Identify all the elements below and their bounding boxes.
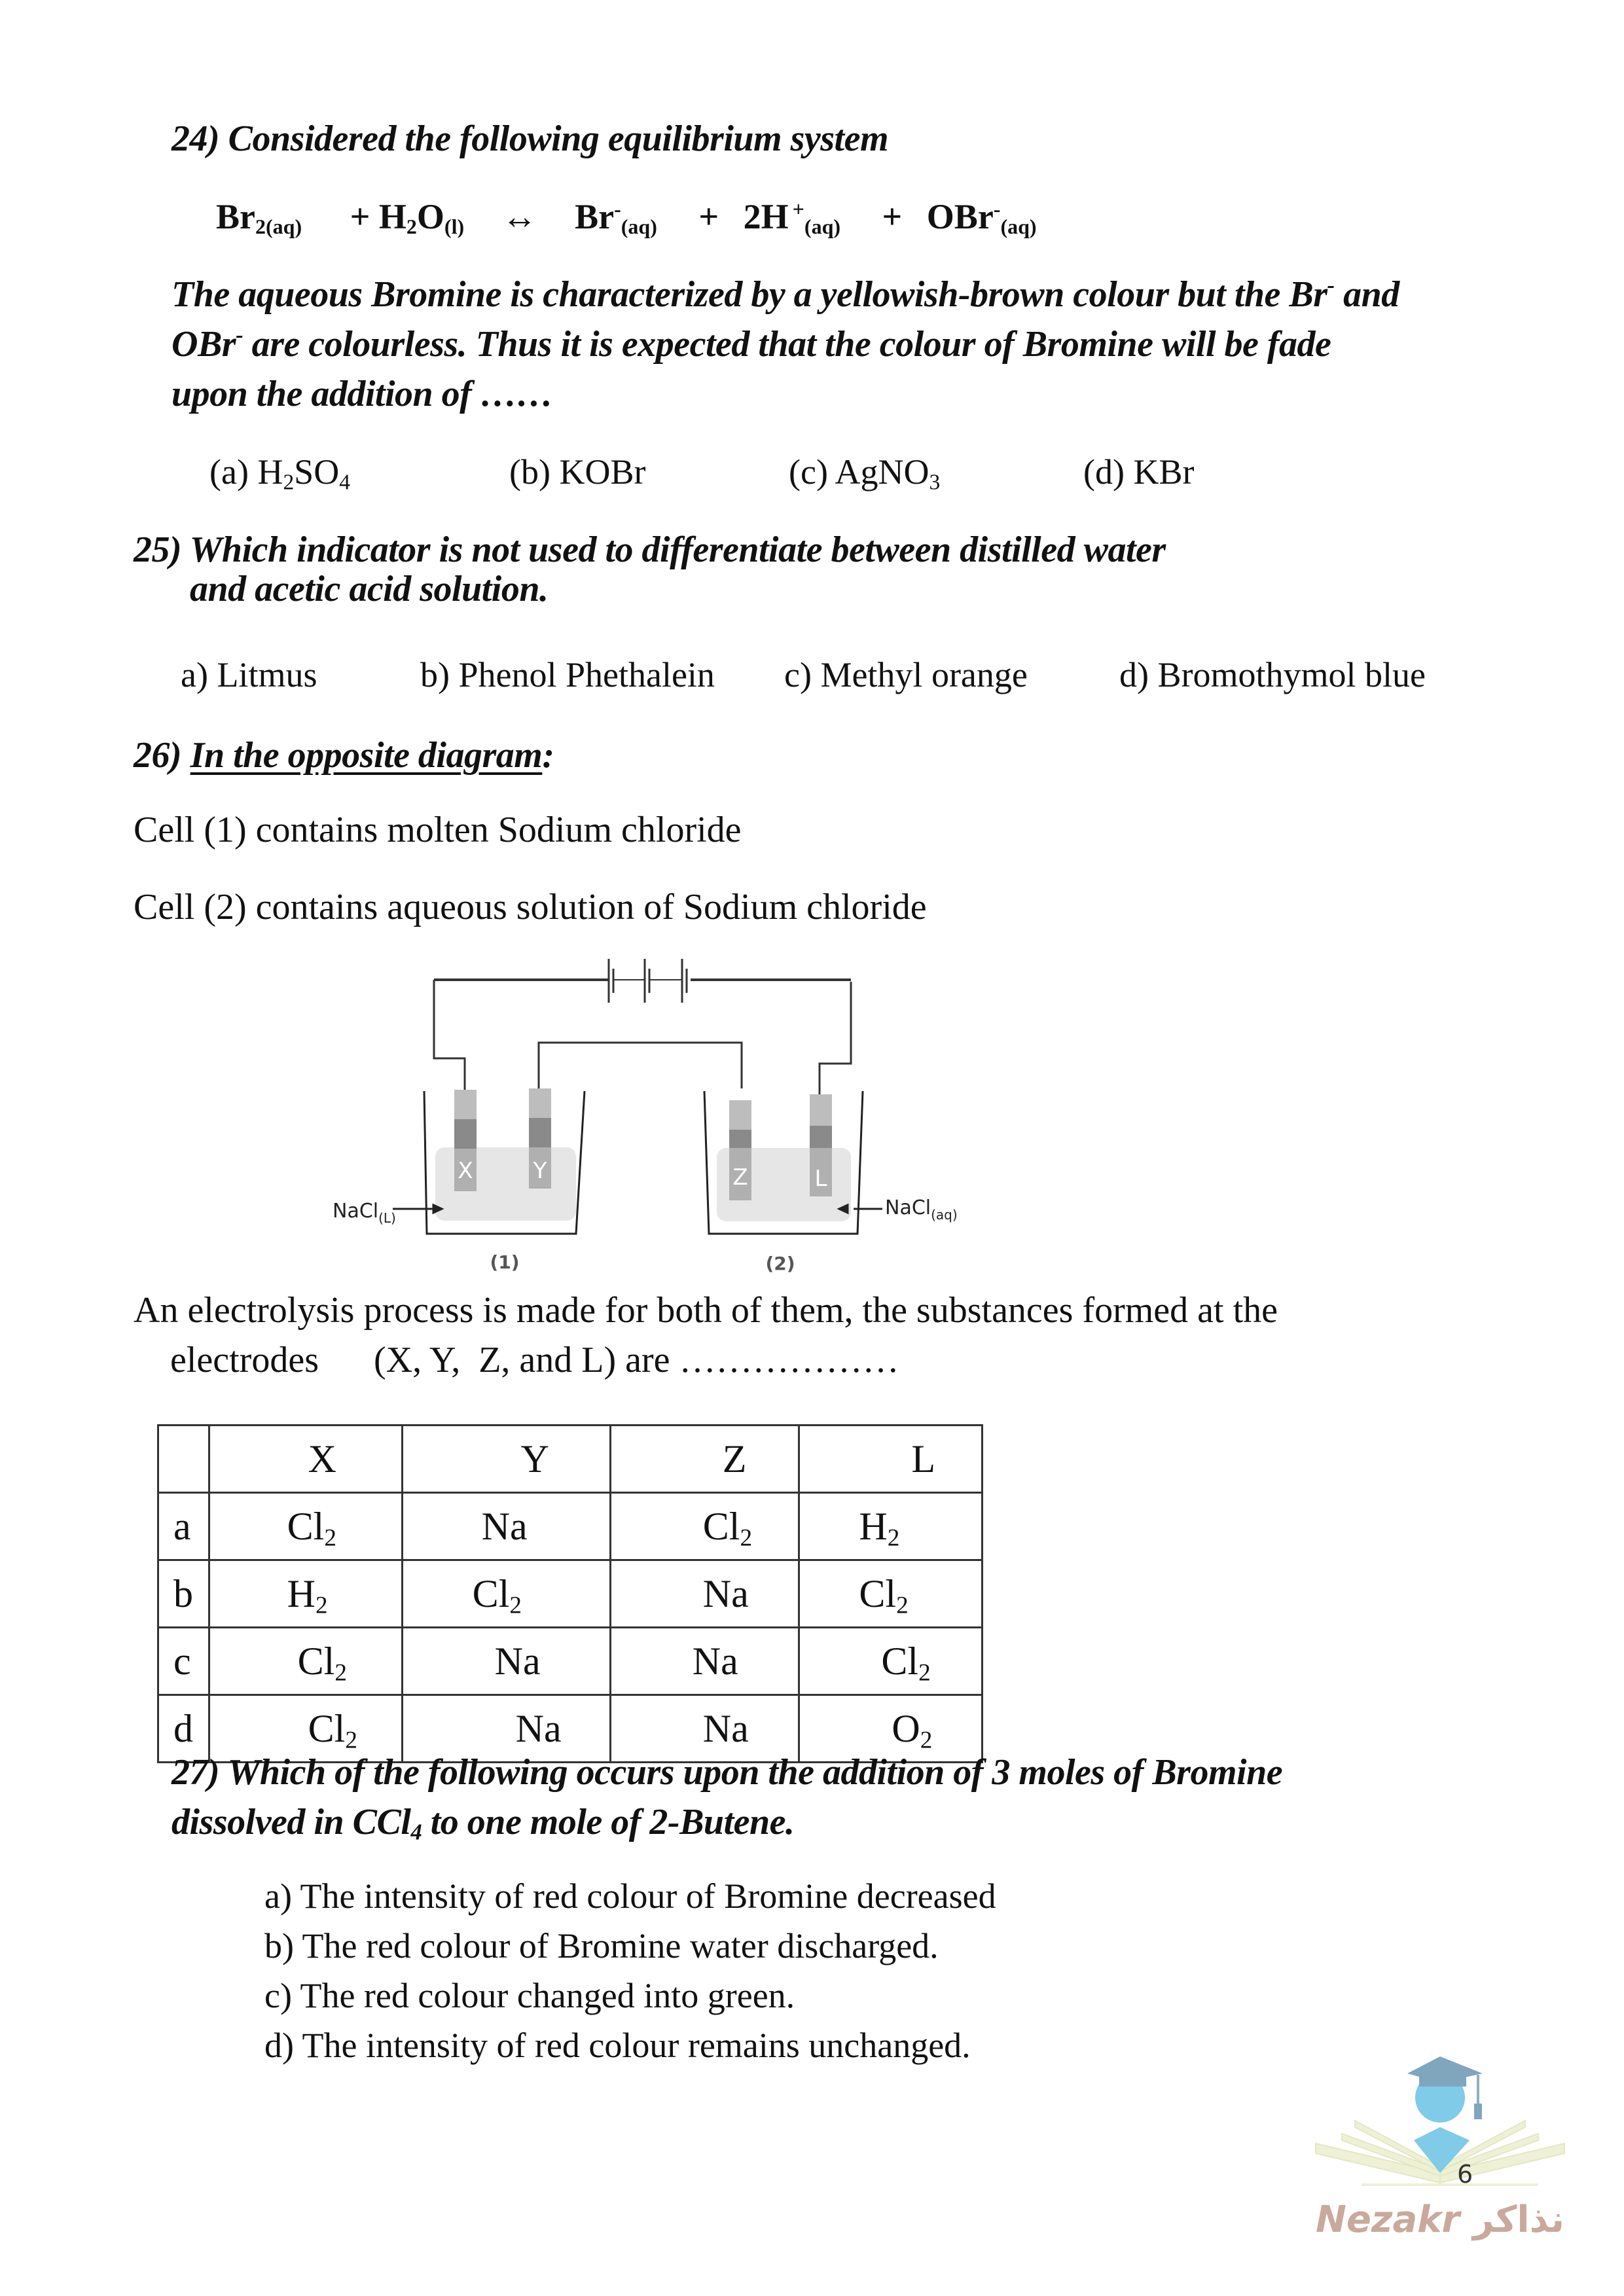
eq-h-sup: + [792,196,804,221]
q27-option-b[interactable]: b) The red colour of Bromine water discharged. [264,1926,939,1965]
q26-answer-table [157,1424,983,1763]
opt-sub: 2 [283,470,295,495]
eq-obr-sup: - [993,196,1001,221]
opt-sub: 3 [929,470,941,495]
q25-option-b[interactable]: b) Phenol Phethalein [420,655,715,694]
row-label: c [158,1628,209,1695]
q26-cell1-text: Cell (1) contains molten Sodium chloride [134,810,742,850]
q24-option-d[interactable]: (d) KBr [1083,452,1195,492]
beaker-cell-1 [424,1088,585,1234]
stem-text: and [1334,274,1399,315]
stem-text: OBr [171,324,236,365]
table-cell: $Cl_2$ [209,1628,402,1695]
table-header-cell: L [799,1426,983,1493]
eq-br: Br [575,197,615,236]
q27-option-a[interactable]: a) The intensity of red colour of Bromine decreased [264,1876,996,1916]
q25-title-line1: 25) Which indicator is not used to differentiate between distilled water [134,529,1166,570]
table-cell: $O_2$ [799,1695,983,1763]
q27-option-c[interactable]: c) The red colour changed into green. [264,1976,795,2015]
eq-plus-h2o: + H [350,197,406,236]
row-label: a [158,1493,209,1560]
eq-plus-2: + [698,197,719,236]
q24-equation [216,196,1037,237]
table-header-cell: X [209,1426,402,1493]
eq-br2: Br [216,197,255,236]
q26-colon: : [542,735,554,776]
q27-title-line1: 27) Which of the following occurs upon the addition of 3 moles of Bromine [171,1752,1283,1793]
eq-h2o-sub: 2 [406,215,417,238]
nezakr-logo-icon [1303,2036,1578,2251]
eq-br-sub: (aq) [621,215,657,238]
cell-2-caption: (2) [765,1253,795,1274]
table-cell: $Cl_2$ [799,1628,983,1695]
q25-option-c[interactable]: c) Methyl orange [784,655,1028,694]
electrode-l-label: L [814,1166,827,1192]
table-cell: $H_2$ [799,1493,983,1560]
table-header-cell [158,1426,209,1493]
table-cell: Na [402,1628,610,1695]
eq-br-sup: - [614,196,621,221]
q27-sub: 4 [410,1819,422,1845]
table-row[interactable] [158,1560,983,1628]
q24-title: 24) Considered the following equilibrium system [171,118,889,159]
q25-option-a[interactable]: a) Litmus [181,655,317,694]
electrode-y-label: Y [533,1158,547,1184]
table-cell: Na [610,1560,799,1628]
table-cell: $Cl_2$ [610,1493,799,1560]
table-row[interactable] [158,1493,983,1560]
q27-option-d[interactable]: d) The intensity of red colour remains unchanged. [264,2026,971,2065]
table-cell: $H_2$ [209,1560,402,1628]
electrolysis-diagram [314,956,1021,1296]
eq-h2o-state: (l) [444,215,465,238]
q26-title [134,734,554,776]
table-header-row [158,1426,983,1493]
table-cell: Na [402,1695,610,1763]
opt-text: (a) H [209,452,283,492]
table-cell: Na [610,1628,799,1695]
q26-title-text: In the opposite diagram [190,735,543,776]
q24-stem-line1 [171,274,1399,315]
q24-option-c[interactable] [789,452,941,495]
battery-icon [609,959,687,1003]
row-label: d [158,1695,209,1763]
page-number: 6 [1457,2160,1473,2189]
table-header-cell: Z [610,1426,799,1493]
electrode-z-label: Z [732,1164,748,1191]
opt-text: (c) AgNO [789,452,929,492]
nacl-aqueous-label: NaCl$_{(aq)}$ [885,1196,958,1223]
q26-prompt-line2: electrodes (X, Y, Z, and L) are ……………… [170,1340,899,1380]
table-cell: $Cl_2$ [799,1560,983,1628]
stem-text: are colourless. Thus it is expected that the colour of Bromine will be fade [243,324,1331,365]
beaker-cell-2 [704,1091,863,1234]
logo-arabic-text: نذاكر [1473,2198,1564,2241]
q26-number: 26) [134,735,190,776]
q27-title-line2 [171,1801,795,1843]
equilibrium-arrow-icon: ↔ [501,197,537,236]
q24-stem-line3: upon the addition of …… [171,374,553,414]
stem-sup: - [1327,272,1335,298]
eq-obr-sub: (aq) [1000,215,1037,238]
eq-h-sub: (aq) [804,215,841,238]
q24-stem-line2 [171,323,1331,365]
q25-title-line2: and acetic acid solution. [190,569,549,609]
eq-plus-3: + [882,197,903,236]
stem-text: The aqueous Bromine is characterized by a yellowish-brown colour but the Br [171,274,1327,315]
q27-text: to one mole of 2-Butene. [422,1802,795,1842]
eq-h: 2H [743,197,789,236]
table-header-cell: Y [402,1426,610,1493]
q27-text: dissolved in CCl [171,1802,411,1842]
table-cell: Na [402,1493,610,1560]
q24-option-a[interactable] [209,452,350,495]
table-row[interactable] [158,1628,983,1695]
q26-prompt-line1: An electrolysis process is made for both of them, the substances formed at the [134,1290,1278,1331]
electrode-x-label: X [458,1158,473,1184]
opt-text: SO [294,452,340,492]
nacl-molten-label: NaCl$_{(L)}$ [333,1200,396,1226]
logo-latin-text: Nezakr [1316,2198,1460,2241]
table-cell: $Cl_2$ [209,1493,402,1560]
q26-cell2-text: Cell (2) contains aqueous solution of Sodium chloride [134,887,927,927]
row-label: b [158,1560,209,1628]
opt-sub: 4 [339,470,350,495]
eq-obr: OBr [926,197,994,236]
cell-1-caption: (1) [490,1251,520,1273]
eq-br2-sub: 2(aq) [255,215,302,238]
table-cell: $Cl_2$ [402,1560,610,1628]
table-cell: Na [610,1695,799,1763]
q24-option-b[interactable]: (b) KOBr [509,452,646,492]
table-cell: $Cl_2$ [209,1695,402,1763]
stem-sup: - [236,322,244,348]
eq-o: O [416,197,444,236]
q25-option-d[interactable]: d) Bromothymol blue [1119,655,1426,694]
